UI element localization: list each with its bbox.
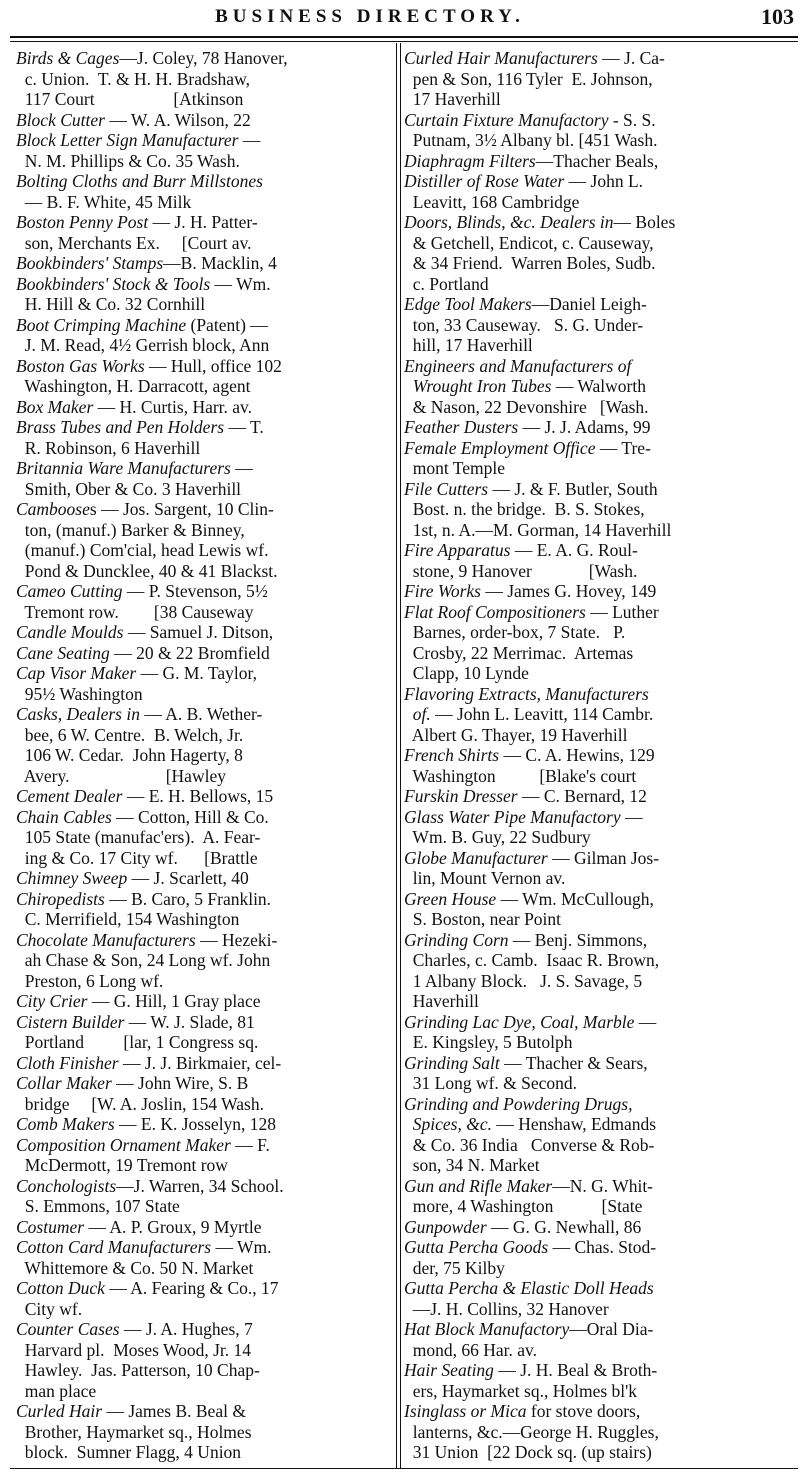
- directory-line: Fire Works — James G. Hovey, 149: [404, 581, 657, 601]
- directory-line: Block Cutter — W. A. Wilson, 22: [16, 109, 251, 130]
- directory-line: Smith, Ober & Co. 3 Haverhill: [16, 478, 242, 499]
- directory-line: Curled Hair — James B. Beal &: [16, 1401, 246, 1421]
- directory-line: Brass Tubes and Pen Holders — T.: [16, 417, 264, 437]
- directory-line: Female Employment Office — Tre-: [404, 437, 651, 458]
- directory-line: Fire Apparatus — E. A. G. Roul-: [404, 540, 638, 560]
- right-column: [404, 48, 784, 1463]
- directory-line: 1st, n. A.—M. Gorman, 14 Haverhill: [404, 519, 672, 540]
- directory-line: French Shirts — C. A. Hewins, 129: [404, 745, 655, 765]
- directory-line: Chocolate Manufacturers — Hezeki-: [16, 929, 278, 950]
- directory-line: 106 W. Cedar. John Hagerty, 8: [16, 745, 243, 765]
- directory-line: Isinglass or Mica for stove doors,: [404, 1401, 641, 1421]
- directory-line: & Nason, 22 Devonshire [Wash.: [404, 396, 649, 417]
- directory-line: c. Union. T. & H. H. Bradshaw,: [16, 68, 250, 89]
- directory-line: Grinding and Powdering Drugs,: [404, 1093, 633, 1114]
- directory-line: Block Letter Sign Manufacturer —: [16, 130, 261, 150]
- directory-line: Harvard pl. Moses Wood, Jr. 14: [16, 1339, 251, 1360]
- left-column: [16, 48, 390, 1463]
- directory-line: Tremont row. [38 Causeway: [16, 601, 254, 622]
- directory-line: Chimney Sweep — J. Scarlett, 40: [16, 868, 249, 888]
- directory-line: Portland [lar, 1 Congress sq.: [16, 1032, 259, 1052]
- directory-line: Washington [Blake's court: [404, 765, 637, 786]
- directory-line: Box Maker — H. Curtis, Harr. av.: [16, 396, 253, 417]
- directory-line: Counter Cases — J. A. Hughes, 7: [16, 1319, 253, 1339]
- directory-line: Clapp, 10 Lynde: [404, 663, 529, 683]
- directory-line: 17 Haverhill: [404, 89, 501, 109]
- column-divider: [400, 43, 401, 1468]
- directory-line: ing & Co. 17 City wf. [Brattle: [16, 847, 258, 868]
- directory-line: Whittemore & Co. 50 N. Market: [16, 1257, 254, 1278]
- directory-line: & Co. 36 India Converse & Rob-: [404, 1134, 655, 1155]
- directory-line: City Crier — G. Hill, 1 Gray place: [16, 991, 261, 1011]
- directory-line: der, 75 Kilby: [404, 1257, 505, 1278]
- directory-line: stone, 9 Hanover [Wash.: [404, 560, 638, 581]
- directory-line: Barnes, order-box, 7 State. P.: [404, 622, 626, 642]
- directory-line: —J. H. Collins, 32 Hanover: [404, 1298, 609, 1319]
- directory-line: Engineers and Manufacturers of: [404, 355, 632, 376]
- directory-line: Cane Seating — 20 & 22 Bromfield: [16, 642, 270, 663]
- directory-line: lanterns, &c.—George H. Ruggles,: [404, 1421, 659, 1442]
- directory-line: Cotton Card Manufacturers — Wm.: [16, 1237, 272, 1257]
- directory-line: c. Portland: [404, 273, 489, 294]
- directory-line: Albert G. Thayer, 19 Haverhill: [404, 724, 628, 745]
- directory-line: Pond & Duncklee, 40 & 41 Blackst.: [16, 560, 278, 581]
- directory-line: Comb Makers — E. K. Josselyn, 128: [16, 1114, 277, 1134]
- directory-line: Hawley. Jas. Patterson, 10 Chap-: [16, 1360, 260, 1380]
- directory-line: bee, 6 W. Centre. B. Welch, Jr.: [16, 724, 244, 745]
- directory-line: Britannia Ware Manufacturers —: [16, 458, 253, 478]
- footer-rule: [10, 1468, 798, 1469]
- directory-line: Collar Maker — John Wire, S. B: [16, 1073, 249, 1093]
- directory-line: Brother, Haymarket sq., Holmes: [16, 1421, 252, 1442]
- directory-line: Avery. [Hawley: [16, 765, 226, 786]
- directory-line: Curtain Fixture Manufactory - S. S.: [404, 109, 656, 130]
- directory-line: son, Merchants Ex. [Court av.: [16, 232, 252, 253]
- directory-line: bridge [W. A. Joslin, 154 Wash.: [16, 1093, 264, 1114]
- directory-line: Wrought Iron Tubes — Walworth: [412, 376, 646, 396]
- directory-line: Candle Moulds — Samuel J. Ditson,: [16, 622, 274, 642]
- directory-line: Edge Tool Makers—Daniel Leigh-: [404, 294, 647, 314]
- directory-line: 1 Albany Block. J. S. Savage, 5: [404, 970, 643, 991]
- directory-line: Furskin Dresser — C. Bernard, 12: [404, 786, 647, 806]
- directory-line: Boot Crimping Machine (Patent) —: [16, 314, 268, 335]
- directory-line: (manuf.) Com'cial, head Lewis wf.: [16, 540, 269, 560]
- directory-line: Grinding Lac Dye, Coal, Marble —: [404, 1011, 657, 1032]
- directory-line: Globe Manufacturer — Gilman Jos-: [404, 847, 660, 868]
- directory-line: ers, Haymarket sq., Holmes bl'k: [404, 1380, 638, 1401]
- directory-line: 95½ Washington: [16, 683, 143, 704]
- directory-line: Putnam, 3½ Albany bl. [451 Wash.: [404, 130, 658, 150]
- page-number: 103: [761, 4, 794, 29]
- directory-line: Cotton Duck — A. Fearing & Co., 17: [16, 1278, 279, 1298]
- directory-line: ton, 33 Causeway. S. G. Under-: [404, 314, 644, 335]
- directory-line: 31 Long wf. & Second.: [404, 1073, 578, 1093]
- directory-line: Bookbinders' Stamps—B. Macklin, 4: [16, 253, 277, 273]
- directory-line: Green House — Wm. McCullough,: [404, 888, 654, 909]
- directory-line: Cameo Cutting — P. Stevenson, 5½: [16, 581, 268, 601]
- directory-line: Grinding Salt — Thacher & Sears,: [404, 1052, 648, 1073]
- directory-line: Cap Visor Maker — G. M. Taylor,: [16, 663, 257, 683]
- directory-line: ah Chase & Son, 24 Long wf. John: [16, 950, 271, 970]
- directory-line: H. Hill & Co. 32 Cornhill: [16, 294, 206, 314]
- directory-line: 105 State (manufac'ers). A. Fear-: [16, 827, 261, 847]
- page-header: [0, 0, 800, 36]
- directory-line: N. M. Phillips & Co. 35 Wash.: [16, 150, 240, 171]
- directory-line: Curled Hair Manufacturers — J. Ca-: [404, 48, 665, 68]
- directory-line: 117 Court [Atkinson: [16, 89, 244, 109]
- directory-line: Conchologists—J. Warren, 34 School.: [16, 1175, 284, 1196]
- directory-line: Gunpowder — G. G. Newhall, 86: [404, 1216, 642, 1237]
- directory-line: block. Sumner Flagg, 4 Union: [16, 1442, 242, 1462]
- directory-line: C. Merrifield, 154 Washington: [16, 909, 240, 929]
- directory-line: Cloth Finisher — J. J. Birkmaier, cel-: [16, 1052, 282, 1073]
- directory-line: more, 4 Washington [State: [404, 1196, 643, 1216]
- directory-line: Flavoring Extracts, Manufacturers: [404, 683, 649, 704]
- directory-line: Washington, H. Darracott, agent: [16, 376, 251, 396]
- directory-line: File Cutters — J. & F. Butler, South: [404, 478, 658, 499]
- directory-line: Leavitt, 168 Cambridge: [404, 191, 580, 212]
- directory-line: Wm. B. Guy, 22 Sudbury: [404, 827, 591, 847]
- directory-line: Cement Dealer — E. H. Bellows, 15: [16, 786, 274, 806]
- directory-line: Preston, 6 Long wf.: [16, 970, 164, 991]
- directory-line: & 34 Friend. Warren Boles, Sudb.: [404, 253, 656, 273]
- directory-line: Distiller of Rose Water — John L.: [404, 171, 644, 191]
- directory-line: Haverhill: [404, 991, 479, 1011]
- directory-line: Doors, Blinds, &c. Dealers in— Boles: [404, 212, 676, 232]
- directory-line: Composition Ornament Maker — F.: [16, 1134, 270, 1155]
- directory-line: E. Kingsley, 5 Butolph: [404, 1032, 573, 1052]
- directory-line: Chiropedists — B. Caro, 5 Franklin.: [16, 888, 272, 909]
- directory-line: Glass Water Pipe Manufactory —: [404, 806, 643, 827]
- directory-line: Gutta Percha & Elastic Doll Heads: [404, 1278, 654, 1298]
- directory-line: Chain Cables — Cotton, Hill & Co.: [16, 806, 269, 827]
- directory-line: Boston Gas Works — Hull, office 102: [16, 355, 282, 376]
- header-rule: [10, 36, 798, 38]
- directory-line: City wf.: [16, 1298, 83, 1319]
- directory-line: pen & Son, 116 Tyler E. Johnson,: [404, 68, 653, 89]
- directory-line: mont Temple: [404, 458, 506, 478]
- header-rule-thin: [10, 41, 798, 42]
- directory-line: Flat Roof Compositioners — Luther: [404, 601, 659, 622]
- directory-line: Charles, c. Camb. Isaac R. Brown,: [404, 950, 660, 970]
- directory-line: Crosby, 22 Merrimac. Artemas: [404, 642, 634, 663]
- directory-line: son, 34 N. Market: [404, 1155, 540, 1175]
- directory-line: Gutta Percha Goods — Chas. Stod-: [404, 1237, 657, 1257]
- directory-line: Spices, &c. — Henshaw, Edmands: [412, 1114, 657, 1134]
- directory-line: mond, 66 Har. av.: [404, 1339, 538, 1360]
- directory-line: S. Boston, near Point: [404, 909, 562, 929]
- directory-line: R. Robinson, 6 Haverhill: [16, 437, 201, 458]
- directory-line: Gun and Rifle Maker—N. G. Whit-: [404, 1175, 654, 1196]
- directory-line: & Getchell, Endicot, c. Causeway,: [404, 232, 654, 253]
- directory-line: — B. F. White, 45 Milk: [16, 191, 192, 212]
- directory-line: Birds & Cages—J. Coley, 78 Hanover,: [16, 48, 288, 68]
- column-divider: [396, 43, 397, 1468]
- directory-line: ton, (manuf.) Barker & Binney,: [16, 519, 245, 540]
- directory-line: 31 Union [22 Dock sq. (up stairs): [404, 1442, 652, 1462]
- directory-line: Boston Penny Post — J. H. Patter-: [16, 212, 258, 232]
- directory-line: of. — John L. Leavitt, 114 Cambr.: [412, 704, 654, 724]
- directory-line: Cambooses — Jos. Sargent, 10 Clin-: [16, 499, 274, 519]
- directory-line: Hat Block Manufactory—Oral Dia-: [404, 1319, 654, 1339]
- directory-line: McDermott, 19 Tremont row: [16, 1155, 228, 1175]
- directory-line: Cistern Builder — W. J. Slade, 81: [16, 1011, 255, 1032]
- directory-line: Hair Seating — J. H. Beal & Broth-: [404, 1360, 658, 1380]
- directory-line: Casks, Dealers in — A. B. Wether-: [16, 704, 263, 724]
- directory-line: S. Emmons, 107 State: [16, 1196, 180, 1216]
- directory-line: Bolting Cloths and Burr Millstones: [16, 171, 263, 191]
- directory-line: man place: [16, 1380, 97, 1401]
- directory-line: Grinding Corn — Benj. Simmons,: [404, 929, 648, 950]
- directory-line: hill, 17 Haverhill: [404, 335, 533, 355]
- directory-line: Bost. n. the bridge. B. S. Stokes,: [404, 499, 645, 519]
- page-title: BUSINESS DIRECTORY.: [215, 6, 525, 27]
- directory-line: lin, Mount Vernon av.: [404, 868, 566, 888]
- directory-line: Bookbinders' Stock & Tools — Wm.: [16, 273, 271, 294]
- directory-line: J. M. Read, 4½ Gerrish block, Ann: [16, 335, 270, 355]
- directory-line: Feather Dusters — J. J. Adams, 99: [404, 417, 651, 437]
- directory-line: Diaphragm Filters—Thacher Beals,: [404, 150, 659, 171]
- directory-line: Costumer — A. P. Groux, 9 Myrtle: [16, 1216, 262, 1237]
